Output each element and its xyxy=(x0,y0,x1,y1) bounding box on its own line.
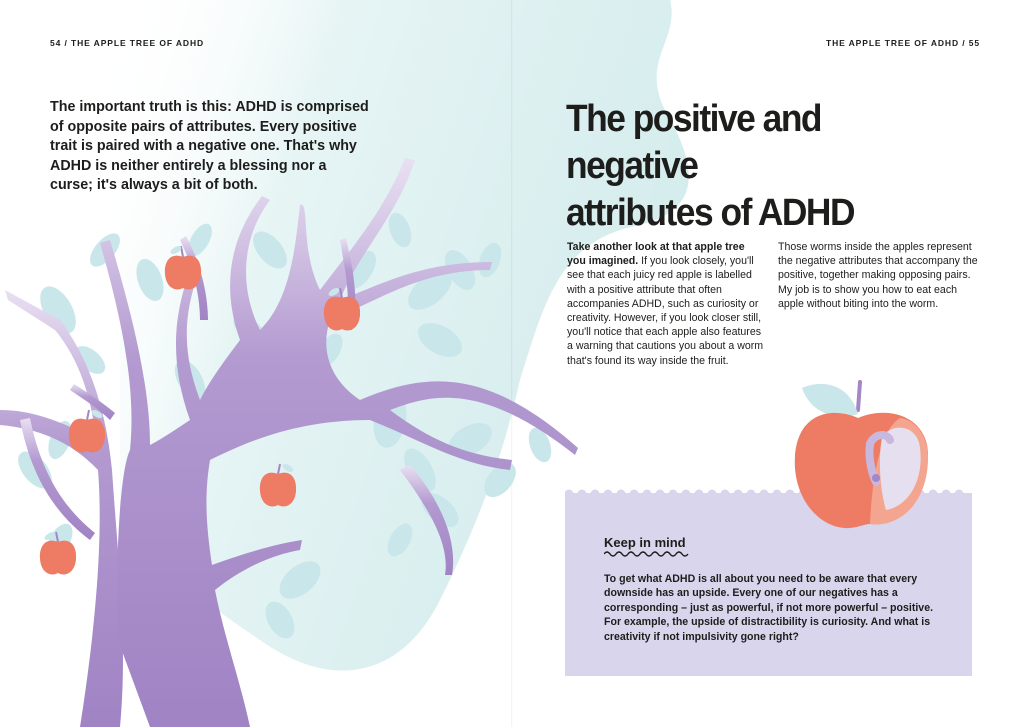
title-line-1: The positive and negative xyxy=(566,98,822,187)
page-title xyxy=(566,96,957,237)
running-head-right: THE APPLE TREE OF ADHD / 55 xyxy=(826,38,981,48)
body-column-1 xyxy=(567,240,765,368)
apple-icon xyxy=(69,408,105,452)
scallop xyxy=(669,490,678,499)
cut-apple-with-worm-icon xyxy=(790,378,930,538)
scallop xyxy=(708,490,717,499)
scallop xyxy=(617,490,626,499)
title-line-2: attributes of ADHD xyxy=(566,192,855,234)
keep-in-mind-text: To get what ADHD is all about you need to be aware that every downside has an upside. Every one of our negatives has a corresponding – just as powerful, if not more powerful – positive. For example, the upside of distractibility is curiosity. And what is creativity if not impulsivity gone right? xyxy=(604,573,934,643)
scallop xyxy=(695,490,704,499)
body-text-1: If you look closely, you'll see that each juicy red apple is labelled with a positive attribute that often accompanies ADHD, such as curiosity or creativity. However, if you look closer still, you'll notice that each apple also features a warning that cautions you about a worm that's found its way inside the fruit. xyxy=(567,255,764,367)
scallop xyxy=(630,490,639,499)
scallop xyxy=(604,490,613,499)
scallop xyxy=(734,490,743,499)
scallop xyxy=(760,490,769,499)
scallop xyxy=(942,490,951,499)
scallop xyxy=(565,490,574,499)
body-column-2: Those worms inside the apples represent the negative attributes that accompany the positive, together making opposing pairs. My job is to show you how to eat each apple without biting into the worm. xyxy=(778,241,978,310)
running-head-left: 54 / THE APPLE TREE OF ADHD xyxy=(50,38,205,48)
wavy-underline xyxy=(604,550,692,558)
scallop xyxy=(955,490,964,499)
scallop xyxy=(747,490,756,499)
keep-in-mind-title: Keep in mind xyxy=(604,535,686,550)
scallop xyxy=(773,490,782,499)
lead-in-text: Take another look at that apple tree you imagined. xyxy=(567,241,745,268)
apple-icon xyxy=(260,462,296,506)
scallop xyxy=(578,490,587,499)
scallop xyxy=(643,490,652,499)
scallop xyxy=(721,490,730,499)
intro-paragraph: The important truth is this: ADHD is comprised of opposite pairs of attributes. Every positive trait is paired with a negative one. That's why ADHD is neither entirely a blessing nor a curse; it's always a bit of both. xyxy=(50,99,369,193)
scallop xyxy=(656,490,665,499)
scallop xyxy=(682,490,691,499)
scallop xyxy=(591,490,600,499)
